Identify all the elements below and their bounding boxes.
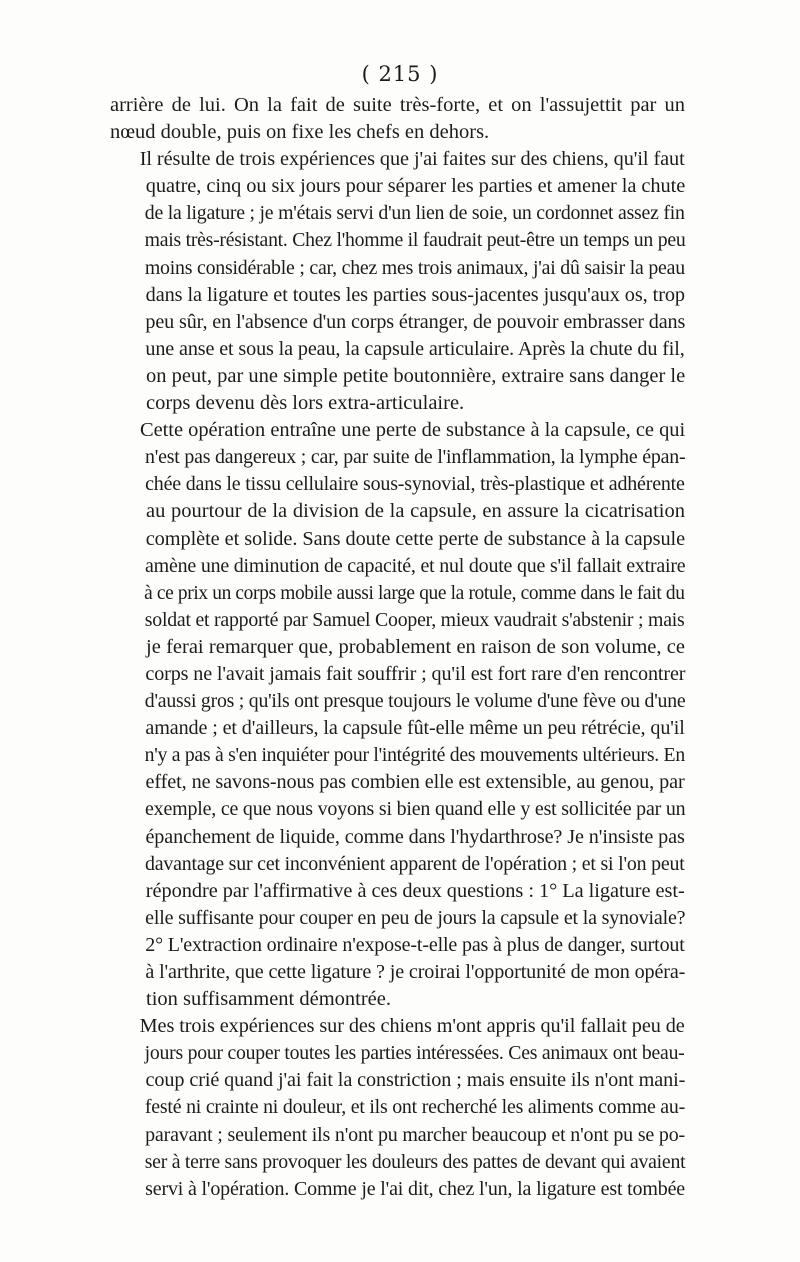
text-line: amène une diminution de capacité, et nul doute que s'il fallait extraire (145, 554, 686, 577)
body-text (110, 92, 685, 1203)
paragraph-3 (110, 417, 685, 1013)
text-line: soldat et rapporté par Samuel Cooper, mieux vaudrait s'abstenir ; mais (144, 608, 685, 631)
text-line: on peut, par une simple petite boutonnière, extraire sans danger le (146, 364, 686, 387)
text-line: exemple, ce que nous voyons si bien quand elle y est sollicitée par un (145, 798, 686, 821)
text-line: elle suffisante pour couper en peu de jours la capsule et la synoviale? (145, 906, 686, 929)
text-line: nœud double, puis on fixe les chefs en dehors. (110, 121, 490, 144)
text-line: Il résulte de trois expériences que j'ai faites sur des chiens, qu'il faut (139, 148, 685, 171)
text-line: 2° L'extraction ordinaire n'expose-t-elle pas à plus de danger, surtout (145, 933, 685, 956)
text-line: n'y a pas à s'en inquiéter pour l'intégrité des mouvements ultérieurs. En (144, 744, 685, 767)
paragraph-4 (110, 1013, 685, 1203)
text-line: quatre, cinq ou six jours pour séparer les parties et amener la chute (145, 175, 686, 198)
text-line: festé ni crainte ni douleur, et ils ont recherché les aliments comme au- (144, 1096, 686, 1119)
text-line: dans la ligature et toutes les parties sous-jacentes jusqu'aux os, trop (145, 283, 685, 306)
text-line: amande ; et d'ailleurs, la capsule fût-elle même un peu rétrécie, qu'il (145, 717, 685, 740)
text-line: servi à l'opération. Comme je l'ai dit, chez l'un, la ligature est tombée (145, 1177, 686, 1200)
text-line: Cette opération entraîne une perte de substance à la capsule, ce qui (139, 419, 686, 442)
text-line: au pourtour de la division de la capsule, en assure la cicatrisation (146, 500, 685, 523)
text-line: arrière de lui. On la fait de suite très-forte, et on l'assujettit par un (110, 94, 685, 116)
text-line: de la ligature ; je m'étais servi d'un lien de soie, un cordonnet assez fin (144, 202, 685, 225)
text-line: complète et solide. Sans doute cette perte de substance à la capsule (145, 527, 686, 550)
text-line: je ferai remarquer que, probablement en raison de son volume, ce (146, 635, 685, 658)
text-line: Mes trois expériences sur des chiens m'ont appris qu'il fallait peu de (139, 1015, 685, 1038)
paragraph-1 (110, 92, 685, 146)
text-line: à ce prix un corps mobile aussi large que la rotule, comme dans le fait du (144, 581, 685, 604)
text-line: coup crié quand j'ai fait la constriction ; mais ensuite ils n'ont mani- (145, 1069, 686, 1092)
text-line: répondre par l'affirmative à ces deux questions : 1° La ligature est- (145, 879, 685, 902)
text-line: tion suffisamment démontrée. (146, 988, 391, 1011)
text-line: paravant ; seulement ils n'ont pu marcher beaucoup et n'ont pu se po- (145, 1123, 686, 1146)
text-line: ser à terre sans provoquer les douleurs des pattes de devant qui avaient (144, 1150, 686, 1173)
text-line: moins considérable ; car, chez mes trois animaux, j'ai dû saisir la peau (144, 256, 685, 279)
page-number: ( 215 ) (361, 62, 439, 86)
text-line: une anse et sous la peau, la capsule articulaire. Après la chute du fil, (145, 337, 685, 360)
paragraph-2 (110, 146, 685, 417)
text-line: davantage sur cet inconvénient apparent de l'opération ; et si l'on peut (144, 852, 685, 875)
text-line: corps ne l'avait jamais fait souffrir ; qu'il est fort rare d'en rencontrer (145, 662, 686, 685)
text-line: n'est pas dangereux ; car, par suite de l'inflammation, la lymphe épan- (144, 446, 686, 469)
text-line: effet, ne savons-nous pas combien elle est extensible, au genou, par (145, 771, 685, 794)
text-line: corps devenu dès lors extra-articulaire. (146, 392, 465, 415)
text-line: chée dans le tissu cellulaire sous-synovial, très-plastique et adhérente (145, 473, 685, 496)
text-line: d'aussi gros ; qu'ils ont presque toujours le volume d'une fève ou d'une (144, 690, 686, 713)
text-line: à l'arthrite, que cette ligature ? je croirai l'opportunité de mon opéra- (145, 961, 686, 983)
text-line: mais très-résistant. Chez l'homme il faudrait peut-être un temps un peu (144, 229, 686, 252)
text-line: jours pour couper toutes les parties intéressées. Ces animaux ont beau- (144, 1042, 685, 1065)
text-line: peu sûr, en l'absence d'un corps étranger, de pouvoir embrasser dans (145, 310, 686, 333)
text-line: épanchement de liquide, comme dans l'hydarthrose? Je n'insiste pas (145, 825, 685, 848)
